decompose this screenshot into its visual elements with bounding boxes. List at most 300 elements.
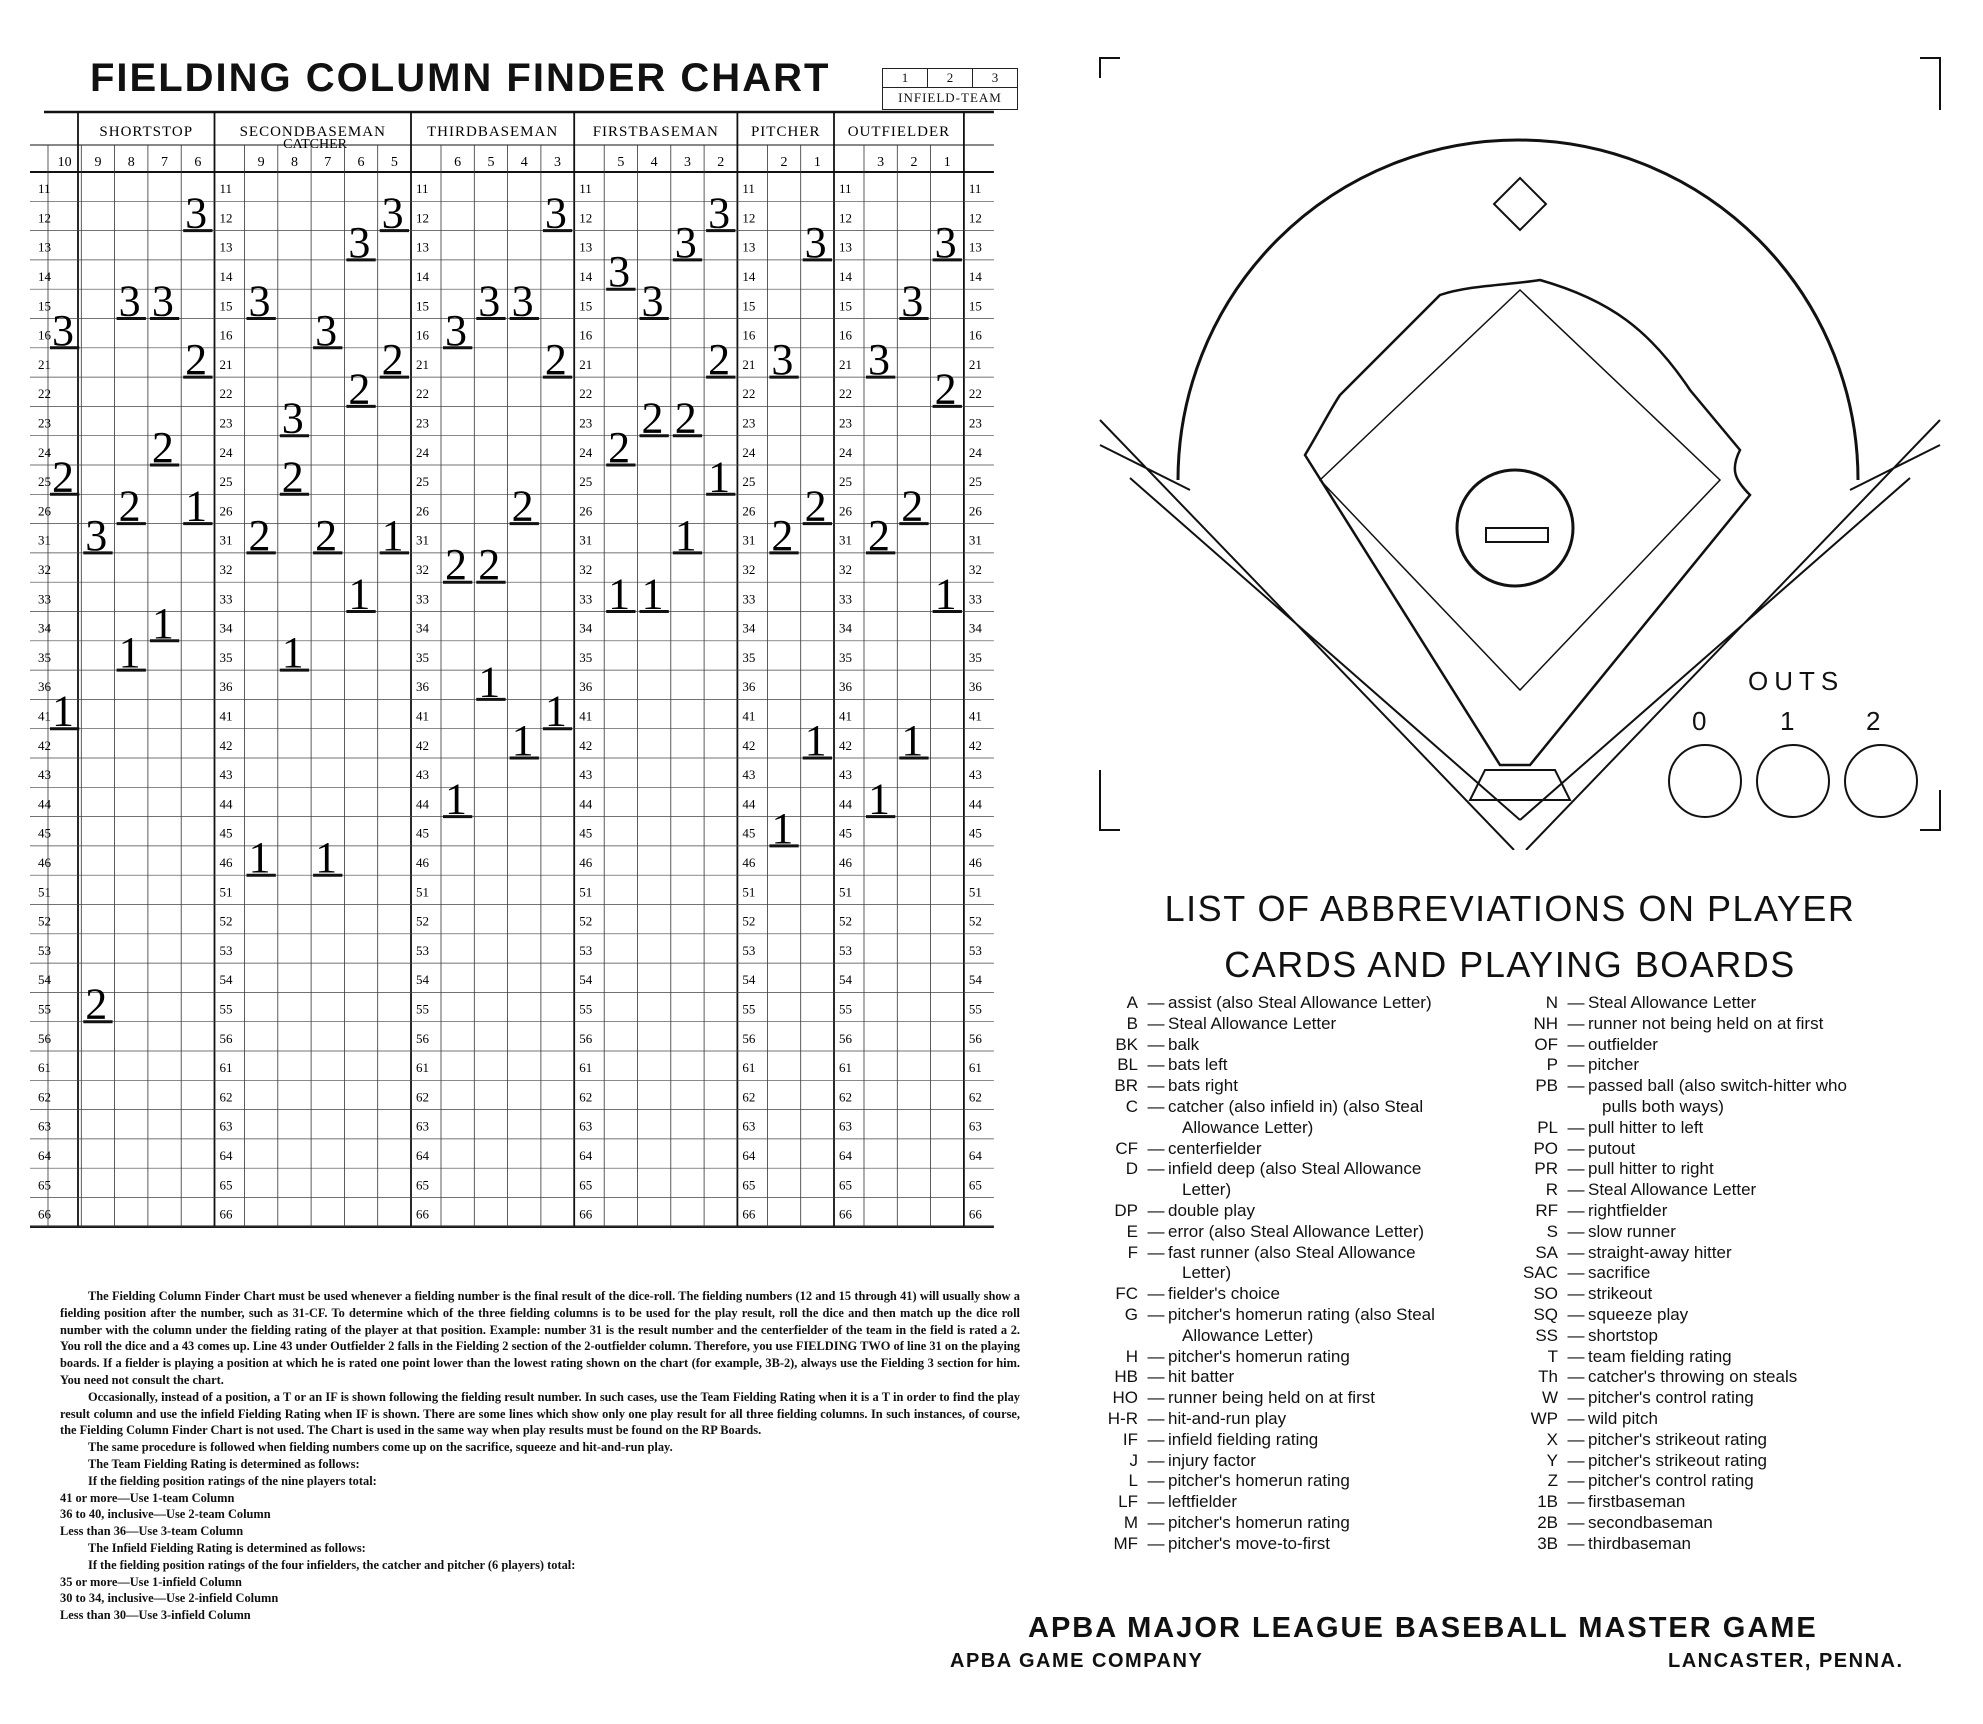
abbreviation-key: Y [1546, 1450, 1558, 1470]
abbreviation-meaning-continued: pulls both ways) [1602, 1096, 1724, 1116]
fielding-number: 2 [608, 423, 631, 472]
row-label: 52 [968, 913, 982, 929]
explanation-paragraph: If the fielding position ratings of the four infielders, the catcher and pitcher (6 players) total: [88, 1557, 576, 1572]
row-label: 25 [219, 474, 233, 490]
fielding-number: 2 [934, 364, 957, 414]
fielding-number: 1 [381, 510, 404, 560]
abbreviation-dash: — [1567, 993, 1585, 1012]
row-label: 21 [839, 356, 852, 372]
row-label: 53 [219, 942, 233, 958]
row-label: 36 [968, 679, 982, 695]
abbreviation-key: X [1546, 1429, 1558, 1449]
abbreviation-dash: — [1147, 1159, 1165, 1179]
row-label: 32 [416, 561, 429, 577]
abbreviation-dash: — [1147, 1408, 1165, 1428]
abbreviation-meaning: runner not being held on at first [1588, 1013, 1824, 1033]
row-label: 33 [968, 591, 982, 607]
fielding-number: 2 [281, 452, 304, 502]
abbreviation-meaning: catcher (also infield in) (also Steal [1168, 1096, 1424, 1116]
row-label: 12 [839, 210, 852, 226]
fielding-number: 2 [348, 364, 371, 414]
abbreviation-meaning: error (also Steal Allowance Letter) [1168, 1221, 1425, 1241]
row-label: 22 [416, 386, 429, 402]
fielding-number: 3 [185, 188, 208, 238]
abbreviation-entry [1060, 1284, 1500, 1305]
abbreviation-meaning: straight-away hitter [1588, 1242, 1732, 1262]
row-label: 32 [742, 561, 756, 577]
row-label: 34 [579, 620, 593, 636]
abbreviation-entry [1480, 1118, 1960, 1139]
row-label: 61 [38, 1060, 51, 1076]
row-label: 31 [416, 532, 429, 548]
row-label: 31 [968, 532, 982, 548]
row-label: 66 [38, 1206, 51, 1222]
abbreviation-entry [1480, 1347, 1960, 1368]
row-label: 26 [742, 503, 756, 519]
abbreviation-meaning: bats right [1168, 1076, 1238, 1096]
abbreviation-meaning: pitcher's strikeout rating [1588, 1429, 1767, 1449]
abbreviation-dash: — [1567, 1346, 1585, 1366]
row-label: 56 [38, 1030, 51, 1046]
row-label: 12 [579, 210, 593, 226]
row-label: 14 [38, 268, 51, 284]
abbreviation-entry [1480, 1014, 1960, 1035]
row-label: 54 [579, 972, 593, 988]
row-label: 14 [742, 268, 756, 284]
abbreviation-key: C [1125, 1096, 1138, 1116]
footer-location: LANCASTER, PENNA. [1668, 1650, 1904, 1672]
abbreviation-entry [1060, 1305, 1500, 1326]
row-label: 42 [742, 737, 756, 753]
row-label: 52 [839, 913, 852, 929]
row-label: 42 [38, 737, 51, 753]
row-label: 61 [579, 1060, 593, 1076]
rating-header: 8 [127, 155, 135, 170]
row-label: 21 [416, 356, 429, 372]
abbreviation-entry [1060, 1388, 1500, 1409]
row-label: 31 [742, 532, 756, 548]
abbreviation-meaning: pitcher's control rating [1588, 1388, 1754, 1408]
fielding-grid [0, 0, 1050, 1250]
row-label: 45 [742, 825, 756, 841]
row-label: 36 [742, 679, 756, 695]
row-label: 33 [579, 591, 593, 607]
row-label: 22 [579, 386, 593, 402]
abbreviation-dash: — [1567, 1117, 1585, 1137]
row-label: 32 [839, 561, 852, 577]
abbreviation-meaning: slow runner [1588, 1221, 1676, 1241]
abbreviation-key: N [1545, 993, 1558, 1012]
abbreviation-key: H-R [1107, 1408, 1138, 1428]
row-label: 34 [839, 620, 852, 636]
row-label: 46 [416, 854, 429, 870]
row-label: 51 [219, 884, 233, 900]
abbreviation-dash: — [1147, 1367, 1165, 1387]
row-label: 21 [219, 356, 233, 372]
position-name: PITCHER [750, 124, 821, 140]
row-label: 14 [416, 268, 429, 284]
abbreviation-key: MF [1113, 1533, 1138, 1553]
abbreviation-entry [1060, 1367, 1500, 1388]
row-label: 42 [968, 737, 982, 753]
row-label: 63 [968, 1118, 982, 1134]
abbreviation-entry [1480, 1055, 1960, 1076]
row-label: 16 [416, 327, 429, 343]
home-plate-area [1470, 770, 1570, 800]
abbreviation-meaning: team fielding rating [1588, 1346, 1732, 1366]
position-name: THIRDBASEMAN [427, 124, 559, 140]
row-label: 43 [579, 767, 593, 783]
fielding-number: 3 [118, 276, 141, 326]
row-label: 41 [839, 708, 852, 724]
row-label: 45 [579, 825, 593, 841]
rating-header: 6 [454, 155, 462, 170]
row-label: 53 [579, 942, 593, 958]
abbreviation-dash: — [1567, 1180, 1585, 1200]
outs-circle-0[interactable] [1668, 744, 1742, 818]
abbreviation-entry [1480, 1305, 1960, 1326]
row-label: 64 [968, 1147, 982, 1163]
row-label: 65 [416, 1177, 429, 1193]
row-label: 63 [742, 1118, 756, 1134]
abbreviation-entry [1060, 1243, 1500, 1264]
abbreviation-entry [1480, 1201, 1960, 1222]
row-label: 44 [742, 796, 756, 812]
row-label: 66 [579, 1206, 593, 1222]
row-label: 54 [742, 972, 756, 988]
fielding-number: 3 [511, 276, 534, 326]
explanation-line: 36 to 40, inclusive—Use 2-team Column [60, 1507, 271, 1522]
abbreviation-meaning: pull hitter to right [1588, 1159, 1714, 1179]
abbreviation-meaning: putout [1588, 1138, 1636, 1158]
row-label: 36 [219, 679, 233, 695]
abbreviation-meaning: thirdbaseman [1588, 1533, 1692, 1553]
abbreviation-key: G [1124, 1304, 1138, 1324]
row-label: 21 [742, 356, 756, 372]
row-label: 14 [219, 268, 233, 284]
row-label: 11 [38, 181, 51, 197]
abbreviation-meaning: pitcher's move-to-first [1168, 1533, 1330, 1553]
row-label: 15 [416, 298, 429, 314]
abbreviation-meaning-continued: Allowance Letter) [1182, 1117, 1314, 1137]
abbreviation-dash: — [1567, 1055, 1585, 1075]
fielding-number: 2 [674, 393, 697, 443]
row-label: 34 [219, 620, 233, 636]
abbreviation-entry [1060, 1430, 1500, 1451]
row-label: 13 [38, 239, 51, 255]
row-label: 33 [416, 591, 429, 607]
row-label: 63 [579, 1118, 593, 1134]
fielding-number: 1 [608, 569, 631, 619]
explanation-line: 30 to 34, inclusive—Use 2-infield Column [60, 1591, 279, 1606]
fielding-number: 2 [51, 452, 74, 502]
row-label: 41 [742, 708, 756, 724]
row-label: 15 [839, 298, 852, 314]
row-label: 46 [219, 854, 233, 870]
abbreviation-key: RF [1535, 1200, 1558, 1220]
row-label: 41 [416, 708, 429, 724]
corner-bracket [1920, 58, 1940, 110]
abbreviation-meaning: fielder's choice [1168, 1284, 1280, 1304]
fielding-number: 1 [315, 833, 338, 883]
row-label: 35 [579, 649, 593, 665]
row-label: 55 [416, 1001, 429, 1017]
abbreviation-key: LF [1118, 1492, 1138, 1512]
row-label: 65 [968, 1177, 982, 1193]
abbreviation-entry [1480, 1284, 1960, 1305]
row-label: 54 [839, 972, 852, 988]
abbreviation-meaning: hit batter [1168, 1367, 1235, 1387]
row-label: 42 [839, 737, 852, 753]
abbreviation-dash: — [1567, 1284, 1585, 1304]
abbreviation-dash: — [1567, 1512, 1585, 1532]
row-label: 56 [742, 1030, 756, 1046]
row-label: 55 [839, 1001, 852, 1017]
row-label: 41 [219, 708, 233, 724]
chart-title: FIELDING COLUMN FINDER CHART [90, 56, 831, 100]
fielding-number: 3 [544, 188, 567, 238]
row-label: 24 [219, 444, 233, 460]
row-label: 44 [968, 796, 982, 812]
explanation-paragraph: The Team Fielding Rating is determined as follows: [88, 1456, 360, 1471]
abbreviation-entry [1060, 1159, 1500, 1180]
row-label: 32 [219, 561, 233, 577]
abbreviation-key: SA [1535, 1242, 1558, 1262]
abbreviation-dash: — [1147, 1533, 1165, 1553]
row-label: 53 [742, 942, 756, 958]
abbreviation-entry [1480, 1243, 1960, 1264]
abbreviations-title-line2: CARDS AND PLAYING BOARDS [1224, 944, 1796, 985]
outs-circle-1[interactable] [1756, 744, 1830, 818]
abbreviation-meaning-continued: Allowance Letter) [1182, 1325, 1314, 1345]
row-label: 65 [219, 1177, 233, 1193]
fielding-number: 2 [381, 335, 404, 385]
row-label: 32 [968, 561, 982, 577]
abbreviation-meaning: pitcher's homerun rating [1168, 1512, 1350, 1532]
fielding-number: 2 [444, 540, 467, 590]
abbreviation-entry [1480, 1409, 1960, 1430]
abbreviation-entry [1480, 1451, 1960, 1472]
outs-value: 1 [1780, 706, 1795, 736]
corner-bracket [1100, 58, 1120, 78]
row-label: 62 [416, 1089, 429, 1105]
abbreviation-entry [1060, 993, 1500, 1014]
row-label: 11 [839, 181, 852, 197]
abbreviation-dash: — [1567, 1034, 1585, 1054]
second-base [1494, 178, 1546, 230]
fielding-number: 3 [85, 510, 108, 560]
abbreviation-key: PR [1534, 1159, 1558, 1179]
abbreviation-entry [1060, 1534, 1500, 1555]
row-label: 66 [416, 1206, 429, 1222]
outs-value: 2 [1866, 706, 1881, 736]
corner-bracket [1100, 770, 1120, 830]
abbreviation-dash: — [1147, 1013, 1165, 1033]
row-label: 52 [579, 913, 593, 929]
abbreviation-key: F [1127, 1242, 1138, 1262]
abbreviation-dash: — [1147, 1492, 1165, 1512]
fielding-number: 1 [708, 452, 731, 502]
abbreviation-entry [1480, 1430, 1960, 1451]
explanation-paragraph: Occasionally, instead of a position, a T or an IF is shown following the fielding result number. In such cases, use the Team Fielding Rating when it is a T in order to find the play result column and use the infield Fielding Rating when IF is shown. There are some lines which show only one play result for all three fielding columns. In such instances, of course, the Fielding Column Finder Chart is not used. The Chart is used in the same way when play results must be found on the RP Boards. [60, 1389, 1020, 1438]
row-label: 25 [742, 474, 756, 490]
abbreviation-meaning: squeeze play [1588, 1304, 1689, 1324]
row-label: 51 [579, 884, 593, 900]
row-label: 44 [416, 796, 429, 812]
row-label: 42 [416, 737, 429, 753]
abbreviation-dash: — [1567, 1450, 1585, 1470]
abbreviation-key: J [1129, 1450, 1138, 1470]
row-label: 41 [968, 708, 982, 724]
row-label: 43 [742, 767, 756, 783]
row-label: 64 [219, 1147, 233, 1163]
left-foul-line [1100, 420, 1520, 850]
abbreviation-dash: — [1147, 1242, 1165, 1262]
abbreviation-dash: — [1567, 1304, 1585, 1324]
row-label: 61 [839, 1060, 852, 1076]
row-label: 12 [416, 210, 429, 226]
abbreviation-entry [1480, 1513, 1960, 1534]
abbreviation-entry [1060, 1139, 1500, 1160]
fielding-number: 1 [151, 598, 174, 648]
row-label: 56 [219, 1030, 233, 1046]
abbreviation-entry [1060, 1076, 1500, 1097]
abbreviation-key: SS [1535, 1325, 1558, 1345]
abbreviation-key: W [1541, 1388, 1558, 1408]
row-label: 61 [416, 1060, 429, 1076]
abbreviation-entry [1060, 1097, 1500, 1118]
fielding-number: 1 [185, 481, 208, 531]
explanation-paragraph: The Fielding Column Finder Chart must be used whenever a fielding number is the final result of the dice-roll. The fielding numbers (12 and 15 through 41) will usually show a fielding position after the number, such as 31-CF. To determine which of the three fielding columns is to be used for the play result, roll the dice and then match up the dice roll number with the column under the fielding rating of the player at that position. Example: number 31 is the result number and the centerfielder of the team in the field is rated a 2. You roll the dice and a 43 comes up. Line 43 under Outfielder 2 falls in the Fielding 2 section of the 2-outfielder column. Therefore, you use FIELDING TWO of line 31 on the playing boards. If a fielder is playing a position at which he is rated one point lower than the lowest rating shown on the chart (for example, 3B-2), always use the Fielding 3 section for him. You need not consult the chart. [60, 1289, 1020, 1387]
row-label: 44 [579, 796, 593, 812]
abbreviation-key: 1B [1537, 1492, 1558, 1512]
abbreviation-dash: — [1147, 1200, 1165, 1220]
fielding-number: 2 [151, 423, 174, 472]
fielding-number: 1 [901, 716, 924, 765]
abbreviation-dash: — [1567, 1367, 1585, 1387]
fielding-number: 2 [641, 393, 664, 443]
fielding-number: 2 [708, 335, 731, 385]
row-label: 64 [38, 1147, 51, 1163]
abbreviation-key: L [1128, 1471, 1138, 1491]
row-label: 62 [968, 1089, 982, 1105]
abbreviations-title-line1: LIST OF ABBREVIATIONS ON PLAYER [1164, 888, 1856, 929]
rating-header: 6 [357, 155, 365, 170]
abbreviation-dash: — [1147, 1512, 1165, 1532]
abbreviation-meaning: outfielder [1588, 1034, 1658, 1054]
row-label: 25 [968, 474, 982, 490]
explanation-paragraph: The same procedure is followed when fielding numbers come up on the sacrifice, squeeze and hit-and-run play. [88, 1440, 673, 1455]
row-label: 25 [416, 474, 429, 490]
row-label: 51 [416, 884, 429, 900]
abbreviation-dash: — [1147, 1034, 1165, 1054]
fielding-number: 1 [248, 833, 271, 883]
abbreviation-key: OF [1534, 1034, 1558, 1054]
row-label: 23 [968, 415, 982, 431]
abbreviation-dash: — [1147, 1450, 1165, 1470]
row-label: 34 [742, 620, 756, 636]
abbreviation-key: CF [1115, 1138, 1138, 1158]
row-label: 14 [968, 268, 982, 284]
abbreviation-key: P [1546, 1055, 1558, 1075]
fielding-number: 3 [151, 276, 174, 326]
abbreviation-meaning: pitcher's strikeout rating [1588, 1450, 1767, 1470]
abbreviation-dash: — [1567, 1388, 1585, 1408]
rating-header: 5 [617, 155, 625, 170]
abbreviation-meaning: Steal Allowance Letter [1168, 1013, 1337, 1033]
row-label: 23 [839, 415, 852, 431]
abbreviation-entry [1480, 1471, 1960, 1492]
fielding-number: 1 [51, 686, 74, 736]
fielding-number: 1 [674, 510, 697, 560]
abbreviation-key: S [1546, 1221, 1558, 1241]
fielding-number: 3 [608, 247, 631, 297]
abbreviation-meaning: strikeout [1588, 1284, 1653, 1304]
row-label: 24 [416, 444, 429, 460]
row-label: 36 [579, 679, 593, 695]
row-label: 61 [742, 1060, 756, 1076]
explanation-line: Less than 30—Use 3-infield Column [60, 1608, 251, 1623]
abbreviation-meaning: fast runner (also Steal Allowance [1168, 1242, 1416, 1262]
row-label: 36 [38, 679, 51, 695]
fielding-number: 2 [315, 510, 338, 560]
row-label: 31 [839, 532, 852, 548]
abbreviation-key: SO [1533, 1284, 1558, 1304]
row-label: 16 [839, 327, 852, 343]
row-label: 13 [742, 239, 756, 255]
infield-team-number: 3 [972, 69, 1017, 87]
row-label: 22 [839, 386, 852, 402]
fielding-number: 1 [544, 686, 567, 736]
abbreviation-entry [1060, 1492, 1500, 1513]
row-label: 35 [219, 649, 233, 665]
abbreviation-key: FC [1115, 1284, 1138, 1304]
row-label: 13 [416, 239, 429, 255]
row-label: 55 [742, 1001, 756, 1017]
abbreviation-meaning: secondbaseman [1588, 1512, 1713, 1532]
corner-bracket [1920, 790, 1940, 830]
row-label: 33 [219, 591, 233, 607]
abbreviation-entry [1480, 1222, 1960, 1243]
fielding-number: 3 [248, 276, 271, 326]
position-name: OUTFIELDER [847, 124, 951, 140]
row-label: 46 [38, 854, 51, 870]
row-label: 51 [38, 884, 51, 900]
explanation-paragraph: If the fielding position ratings of the nine players total: [88, 1473, 377, 1488]
row-label: 56 [579, 1030, 593, 1046]
fielding-number: 1 [804, 716, 827, 765]
row-label: 63 [839, 1118, 852, 1134]
row-label: 14 [839, 268, 852, 284]
abbreviation-meaning: runner being held on at first [1168, 1388, 1375, 1408]
abbreviation-key: 3B [1537, 1533, 1558, 1553]
outs-circle-2[interactable] [1844, 744, 1918, 818]
fielding-number: 2 [511, 481, 534, 531]
fielding-number: 1 [641, 569, 664, 619]
abbreviation-meaning: pitcher's homerun rating [1168, 1471, 1350, 1491]
abbreviation-dash: — [1147, 993, 1165, 1012]
row-label: 34 [38, 620, 51, 636]
abbreviation-key: PB [1535, 1076, 1558, 1096]
abbreviation-meaning: injury factor [1168, 1450, 1256, 1470]
row-label: 23 [742, 415, 756, 431]
row-label: 21 [579, 356, 593, 372]
row-label: 63 [416, 1118, 429, 1134]
abbreviation-meaning-continued: Letter) [1182, 1263, 1232, 1283]
row-label: 33 [38, 591, 51, 607]
row-label: 35 [38, 649, 51, 665]
row-label: 32 [579, 561, 593, 577]
